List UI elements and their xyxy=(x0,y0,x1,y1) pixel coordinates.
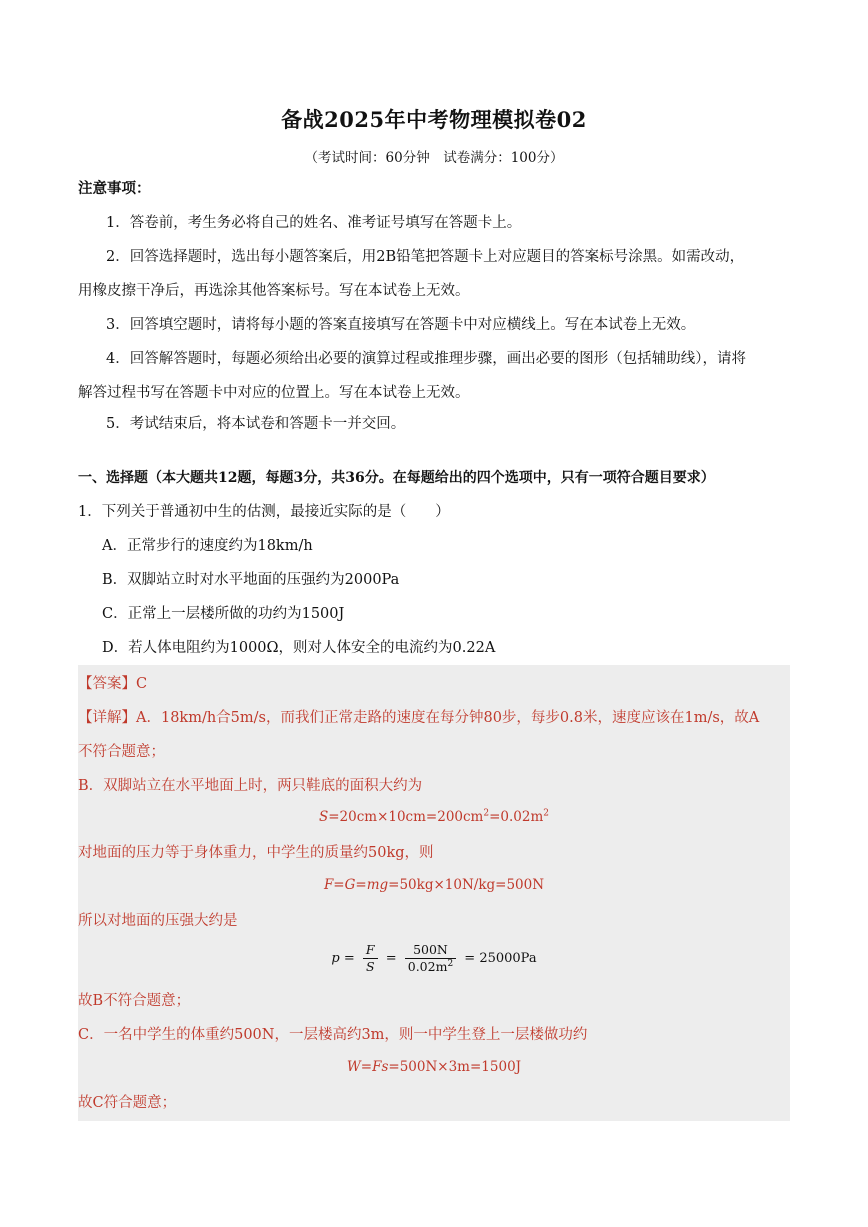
formula-text: =20cm×10cm=200cm xyxy=(328,809,484,825)
solution-box xyxy=(78,665,790,1121)
detail-line: 故C符合题意； xyxy=(78,1095,177,1111)
formula-var: p xyxy=(331,951,340,966)
detail-line: C．一名中学生的体重约500N，一层楼高约3m，则一中学生登上一层楼做功约 xyxy=(78,1027,588,1043)
detail-line: 所以对地面的压强大约是 xyxy=(78,913,238,929)
fraction-f-s xyxy=(363,942,378,975)
exam-info: （考试时间：60分钟 试卷满分：100分） xyxy=(304,150,564,166)
formula-text: = 25000Pa xyxy=(460,951,537,966)
option-c: C．正常上一层楼所做的功约为1500J xyxy=(102,606,345,622)
detail-tag: 【详解】 xyxy=(78,710,136,726)
notice-item: 3．回答填空题时，请将每小题的答案直接填写在答题卡中对应横线上。写在本试卷上无效。 xyxy=(106,317,696,333)
formula-text: =50kg×10N/kg=500N xyxy=(388,877,545,893)
formula-area xyxy=(78,809,790,825)
fraction-numerator: 500N xyxy=(405,942,456,959)
answer-value: C xyxy=(136,676,148,692)
detail-line: 故B不符合题意； xyxy=(78,993,191,1009)
notice-item: 2．回答选择题时，选出每小题答案后，用2B铅笔把答题卡上对应题目的答案标号涂黑。如需改动， xyxy=(106,249,745,265)
option-d: D．若人体电阻约为1000Ω，则对人体安全的电流约为0.22A xyxy=(102,640,496,656)
notice-item: 5．考试结束后，将本试卷和答题卡一并交回。 xyxy=(106,416,406,432)
formula-var: S xyxy=(318,809,329,825)
fraction-values xyxy=(405,942,456,975)
formula-text: =0.02m xyxy=(489,809,544,825)
option-a: A．正常步行的速度约为18km/h xyxy=(102,538,313,554)
option-b: B．双脚站立时对水平地面的压强约为2000Pa xyxy=(102,572,400,588)
fraction-denominator: S xyxy=(365,959,375,974)
formula-text: =500N×3m=1500J xyxy=(388,1059,522,1075)
formula-sup: 2 xyxy=(483,808,490,819)
notice-item-cont: 解答过程书写在答题卡中对应的位置上。写在本试卷上无效。 xyxy=(78,385,470,401)
detail-line: 不符合题意； xyxy=(78,744,165,760)
question-stem: 1．下列关于普通初中生的估测，最接近实际的是（ ） xyxy=(78,504,450,520)
notice-item-cont: 用橡皮擦干净后，再选涂其他答案标号。写在本试卷上无效。 xyxy=(78,283,470,299)
fraction-denominator xyxy=(405,959,456,975)
detail-text: A．18km/h合5m/s，而我们正常走路的速度在每分钟80步，每步0.8米，速度应该在1m/s，故A xyxy=(136,710,760,726)
formula-var: F=G=mg xyxy=(323,877,389,893)
formula-force xyxy=(78,877,790,893)
detail-line xyxy=(78,708,759,728)
formula-work xyxy=(78,1059,790,1075)
formula-sup: 2 xyxy=(447,958,454,969)
detail-line: B．双脚站立在水平地面上时，两只鞋底的面积大约为 xyxy=(78,778,423,794)
notice-item: 1．答卷前，考生务必将自己的姓名、准考证号填写在答题卡上。 xyxy=(106,215,522,231)
notice-item: 4．回答解答题时，每题必须给出必要的演算过程或推理步骤，画出必要的图形（包括辅助线），请将 xyxy=(106,351,746,367)
section-heading: 一、选择题（本大题共12题，每题3分，共36分。在每题给出的四个选项中，只有一项符合题目要求） xyxy=(78,470,715,486)
answer-tag: 【答案】 xyxy=(78,676,136,692)
formula-var: W=Fs xyxy=(346,1059,389,1075)
formula-pressure xyxy=(0,942,868,975)
answer-line xyxy=(78,674,147,694)
detail-line: 对地面的压力等于身体重力，中学生的质量约50kg，则 xyxy=(78,845,434,861)
formula-text: = xyxy=(339,951,359,966)
formula-sup: 2 xyxy=(543,808,550,819)
notice-heading: 注意事项： xyxy=(78,180,151,197)
fraction-numerator: F xyxy=(363,942,378,959)
formula-text: = xyxy=(381,951,401,966)
page-title: 备战2025年中考物理模拟卷02 xyxy=(281,107,587,132)
fraction-denominator-text: 0.02m xyxy=(407,959,448,974)
